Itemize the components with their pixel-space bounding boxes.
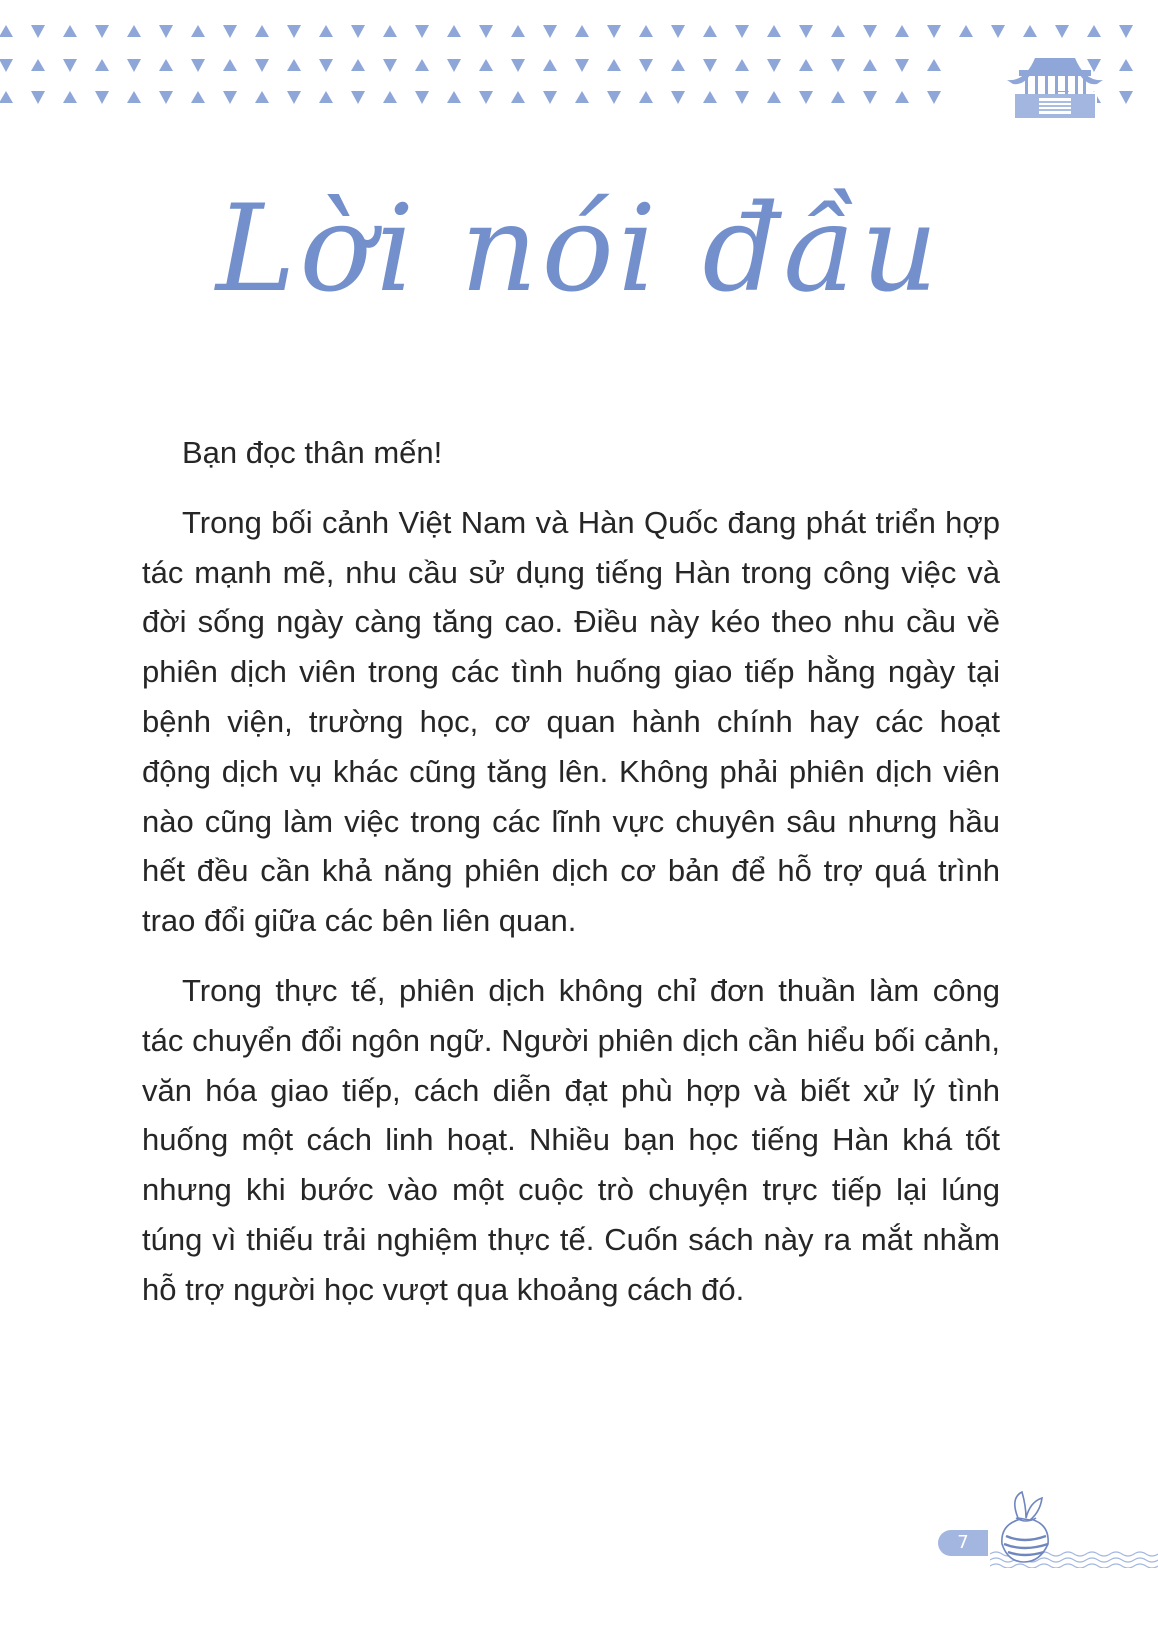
pattern-triangle [511,59,525,72]
pattern-triangle [543,91,557,104]
pattern-triangle [223,59,237,71]
pattern-triangle [31,25,45,38]
pattern-triangle [223,25,237,38]
pattern-triangle [1119,25,1133,38]
pattern-triangle [959,25,973,37]
pattern-triangle [1055,25,1069,38]
pattern-triangle [863,25,877,38]
preface-body [142,428,1000,1335]
pattern-triangle [799,59,813,71]
pattern-triangle [0,25,13,37]
pattern-triangle [863,91,877,104]
pattern-triangle [671,25,685,38]
paragraph-1: Trong bối cảnh Việt Nam và Hàn Quốc đang phát triển hợp tác mạnh mẽ, nhu cầu sử dụng tiếng Hàn trong công việc và đời sống ngày càng tăng cao. Điều này kéo theo nhu cầu về phiên dịch viên trong các tình huống giao tiếp hằng ngày tại bệnh viện, trường học, cơ quan hành chính hay các hoạt động dịch vụ khác cũng tăng lên. Không phải phiên dịch viên nào cũng làm việc trong các lĩnh vực chuyên sâu nhưng hầu hết đều cần khả năng phiên dịch cơ bản để hỗ trợ quá trình trao đổi giữa các bên liên quan. [142,504,1000,939]
triangle-pattern-header [0,0,1158,120]
pattern-triangle [159,59,173,71]
pattern-triangle [255,25,269,37]
pattern-triangle [575,91,589,103]
page-title: Lời nói đầu [215,180,943,319]
pattern-triangle [287,59,301,71]
pattern-triangle [255,91,269,103]
pattern-triangle [351,91,365,104]
pattern-triangle [415,25,429,38]
pattern-triangle [415,59,429,71]
pattern-triangle [63,59,77,72]
pattern-triangle [703,59,717,72]
pattern-triangle [319,59,333,72]
pattern-triangle [575,59,589,72]
pattern-triangle [191,59,205,72]
pattern-triangle [831,59,845,72]
pattern-triangle [159,91,173,104]
greeting: Bạn đọc thân mến! [182,435,443,470]
pattern-triangle [351,25,365,38]
pattern-triangle [383,25,397,37]
pattern-triangle [127,91,141,103]
pattern-triangle [63,25,77,37]
pattern-triangle [991,25,1005,38]
pattern-triangle [31,91,45,104]
pattern-triangle [159,25,173,38]
pattern-triangle [543,25,557,38]
pattern-triangle [447,25,461,37]
pattern-triangle [287,25,301,38]
pattern-triangle [319,91,333,103]
pattern-triangle [479,59,493,71]
pattern-triangle [703,25,717,37]
pattern-triangle [319,25,333,37]
pattern-triangle [127,59,141,72]
pattern-triangle [1087,25,1101,37]
pattern-triangle [383,59,397,72]
pattern-triangle [735,25,749,38]
pattern-triangle [735,91,749,104]
pattern-triangle [575,25,589,37]
pattern-triangle [671,91,685,104]
pattern-triangle [479,91,493,104]
pattern-triangle [895,91,909,103]
pattern-triangle [511,91,525,103]
pattern-triangle [543,59,557,71]
pattern-triangle [1119,91,1133,104]
pattern-triangle [799,25,813,38]
pattern-triangle [607,25,621,38]
pattern-triangle [639,59,653,72]
pattern-triangle [895,59,909,72]
pattern-triangle [799,91,813,104]
pattern-triangle [927,91,941,104]
bojagi-pouch-icon [990,1488,1158,1568]
pattern-triangle [95,25,109,38]
pattern-triangle [1023,25,1037,37]
pattern-triangle [639,91,653,103]
pattern-triangle [863,59,877,71]
pattern-triangle [447,59,461,72]
pattern-triangle [831,25,845,37]
pattern-triangle [767,59,781,72]
page-number: 7 [938,1530,988,1556]
pattern-triangle [287,91,301,104]
pattern-triangle [95,59,109,71]
pattern-triangle [927,59,941,71]
pattern-triangle [639,25,653,37]
pattern-triangle [95,91,109,104]
pattern-triangle [511,25,525,37]
pattern-triangle [479,25,493,38]
pattern-triangle [127,25,141,37]
paragraph-2: Trong thực tế, phiên dịch không chỉ đơn thuần làm công tác chuyển đổi ngôn ngữ. Người phiên dịch cần hiểu bối cảnh, văn hóa giao tiếp, cách diễn đạt phù hợp và biết xử lý tình huống một cách linh hoạt. Nhiều bạn học tiếng Hàn khá tốt nhưng khi bước vào một cuộc trò chuyện trực tiếp lại lúng túng vì thiếu trải nghiệm thực tế. Cuốn sách này ra mắt nhằm hỗ trợ người học vượt qua khoảng cách đó. [142,972,1000,1307]
pattern-triangle [415,91,429,104]
pattern-triangle [447,91,461,103]
pattern-triangle [703,91,717,103]
pattern-triangle [607,59,621,71]
pattern-triangle [767,91,781,103]
hanok-roof-icon [1005,40,1105,120]
pattern-triangle [191,25,205,37]
pattern-triangle [191,91,205,103]
pattern-triangle [351,59,365,71]
pattern-triangle [767,25,781,37]
pattern-triangle [607,91,621,104]
pattern-triangle [927,25,941,38]
pattern-triangle [0,91,13,103]
pattern-triangle [223,91,237,104]
pattern-triangle [255,59,269,72]
pattern-triangle [671,59,685,71]
pattern-triangle [895,25,909,37]
pattern-triangle [0,59,13,72]
pattern-triangle [383,91,397,103]
pattern-triangle [31,59,45,71]
pattern-triangle [831,91,845,103]
pattern-triangle [63,91,77,103]
pattern-triangle [735,59,749,71]
pattern-triangle [1119,59,1133,71]
